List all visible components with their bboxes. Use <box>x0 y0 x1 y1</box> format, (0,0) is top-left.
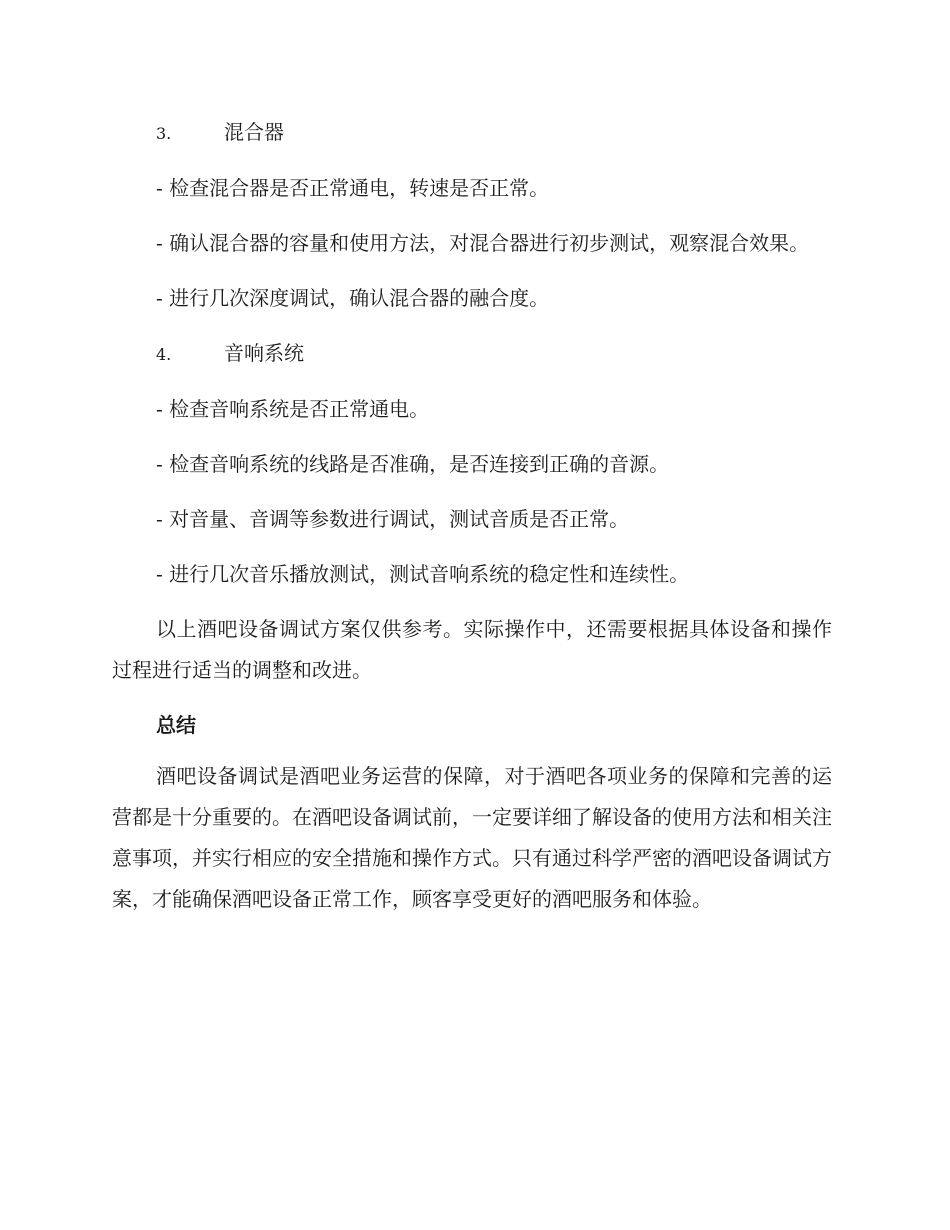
section-3-bullet-1: - 检查混合器是否正常通电，转速是否正常。 <box>156 176 550 200</box>
section-3-bullet-3: - 进行几次深度调试，确认混合器的融合度。 <box>156 286 550 310</box>
closing-note: 以上酒吧设备调试方案仅供参考。实际操作中，还需要根据具体设备和操作过程进行适当的调整和改进。 <box>112 617 832 682</box>
summary-heading: 总结 <box>156 713 196 737</box>
summary-body: 酒吧设备调试是酒吧业务运营的保障，对于酒吧各项业务的保障和完善的运营都是十分重要的。在酒吧设备调试前，一定要详细了解设备的使用方法和相关注意事项，并实行相应的安全措施和操作方式。只有通过科学严密的酒吧设备调试方案，才能确保酒吧设备正常工作，顾客享受更好的酒吧服务和体验。 <box>112 764 832 911</box>
section-3-bullet-2: - 确认混合器的容量和使用方法，对混合器进行初步测试，观察混合效果。 <box>156 231 810 255</box>
section-4-bullet-4: - 进行几次音乐播放测试，测试音响系统的稳定性和连续性。 <box>156 562 690 586</box>
section-4-bullet-2: - 检查音响系统的线路是否准确，是否连接到正确的音源。 <box>156 452 670 476</box>
section-4-bullet-3: - 对音量、音调等参数进行调试，测试音质是否正常。 <box>156 507 630 531</box>
document-body <box>112 112 832 934</box>
section-4-title: 音响系统 <box>224 341 304 365</box>
section-4-number: 4. <box>156 345 172 364</box>
section-3-title: 混合器 <box>224 120 284 144</box>
section-4-heading <box>112 333 832 375</box>
section-3-heading <box>112 112 832 154</box>
section-4-bullet-1: - 检查音响系统是否正常通电。 <box>156 397 430 421</box>
section-3-number: 3. <box>156 124 172 143</box>
